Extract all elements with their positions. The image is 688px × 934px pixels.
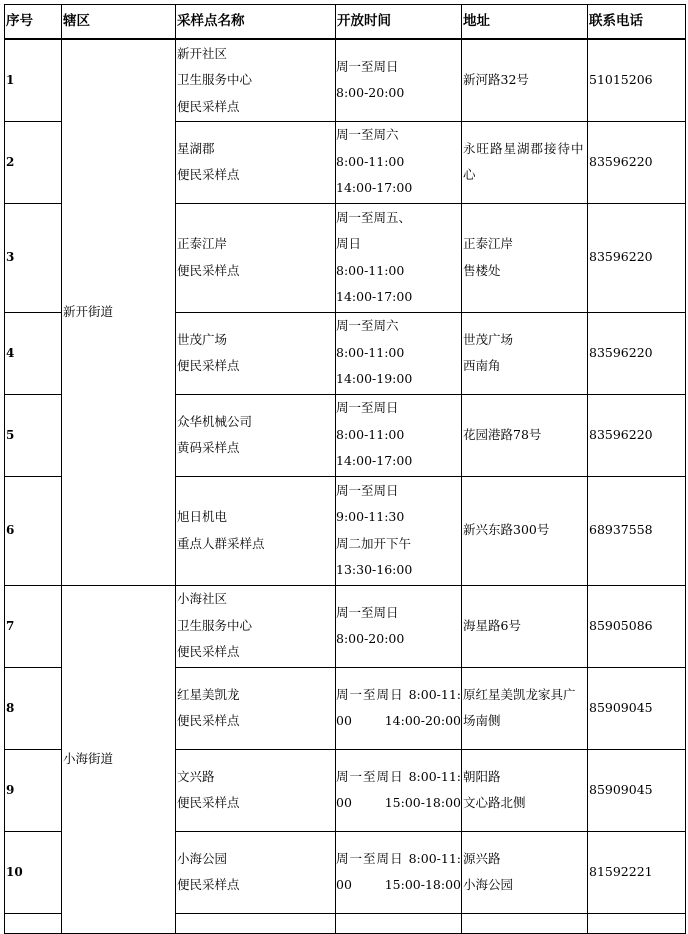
site-name-cell: 旭日机电 重点人群采样点 [176, 476, 336, 585]
hours-cell: 周一至周日 9:00-11:30 周二加开下午 13:30-16:00 [336, 476, 462, 585]
address-cell: 新河路32号 [462, 39, 588, 121]
row-no: 9 [5, 749, 62, 831]
hours-cell: 周一至周日 8:00-11:00 15:00-18:00 [336, 831, 462, 913]
row-no: 5 [5, 394, 62, 476]
phone-cell: 68937558 [588, 476, 686, 585]
row-no: 8 [5, 667, 62, 749]
address-cell: 原红星美凯龙家具广场南侧 [462, 667, 588, 749]
district-cell: 小海街道 [62, 585, 176, 933]
site-name-cell: 红星美凯龙 便民采样点 [176, 667, 336, 749]
row-no: 10 [5, 831, 62, 913]
sampling-sites-table [4, 4, 686, 934]
hours-cell: 周一至周六 8:00-11:00 14:00-17:00 [336, 121, 462, 203]
address-cell: 花园港路78号 [462, 394, 588, 476]
hours-cell: 周一至周五、 周日 8:00-11:00 14:00-17:00 [336, 203, 462, 312]
hours-cell: 周一至周日 8:00-11:00 14:00-17:00 [336, 394, 462, 476]
row-no: 7 [5, 585, 62, 667]
table-header-row [5, 5, 686, 40]
site-name-cell: 文兴路 便民采样点 [176, 749, 336, 831]
address-cell: 海星路6号 [462, 585, 588, 667]
site-name-cell: 众华机械公司 黄码采样点 [176, 394, 336, 476]
address-cell: 正泰江岸 售楼处 [462, 203, 588, 312]
phone-cell: 85909045 [588, 749, 686, 831]
header-hours: 开放时间 [336, 5, 462, 40]
site-name-cell: 正泰江岸 便民采样点 [176, 203, 336, 312]
header-phone: 联系电话 [588, 5, 686, 40]
table-row [5, 39, 686, 121]
hours-cell: 周一至周日 8:00-20:00 [336, 585, 462, 667]
header-address: 地址 [462, 5, 588, 40]
row-no: 1 [5, 39, 62, 121]
header-district: 辖区 [62, 5, 176, 40]
site-name-cell: 小海公园 便民采样点 [176, 831, 336, 913]
site-name-cell: 星湖郡 便民采样点 [176, 121, 336, 203]
hours-cell: 周一至周日 8:00-20:00 [336, 39, 462, 121]
hours-cell: 周一至周日 8:00-11:00 14:00-20:00 [336, 667, 462, 749]
phone-cell: 83596220 [588, 203, 686, 312]
phone-cell: 83596220 [588, 394, 686, 476]
address-cell: 新兴东路300号 [462, 476, 588, 585]
district-cell: 新开街道 [62, 39, 176, 585]
phone-cell: 83596220 [588, 312, 686, 394]
row-no: 2 [5, 121, 62, 203]
row-no: 4 [5, 312, 62, 394]
phone-cell: 81592221 [588, 831, 686, 913]
phone-cell: 85909045 [588, 667, 686, 749]
header-site-name: 采样点名称 [176, 5, 336, 40]
address-cell: 世茂广场 西南角 [462, 312, 588, 394]
address-cell: 源兴路 小海公园 [462, 831, 588, 913]
address-cell: 朝阳路 文心路北侧 [462, 749, 588, 831]
address-cell: 永旺路星湖郡接待中心 [462, 121, 588, 203]
site-name-cell: 新开社区 卫生服务中心 便民采样点 [176, 39, 336, 121]
hours-cell: 周一至周六 8:00-11:00 14:00-19:00 [336, 312, 462, 394]
phone-cell: 51015206 [588, 39, 686, 121]
table-row [5, 585, 686, 667]
header-no: 序号 [5, 5, 62, 40]
phone-cell: 83596220 [588, 121, 686, 203]
site-name-cell: 小海社区 卫生服务中心 便民采样点 [176, 585, 336, 667]
hours-cell: 周一至周日 8:00-11:00 15:00-18:00 [336, 749, 462, 831]
phone-cell: 85905086 [588, 585, 686, 667]
row-no: 3 [5, 203, 62, 312]
site-name-cell: 世茂广场 便民采样点 [176, 312, 336, 394]
row-no: 6 [5, 476, 62, 585]
